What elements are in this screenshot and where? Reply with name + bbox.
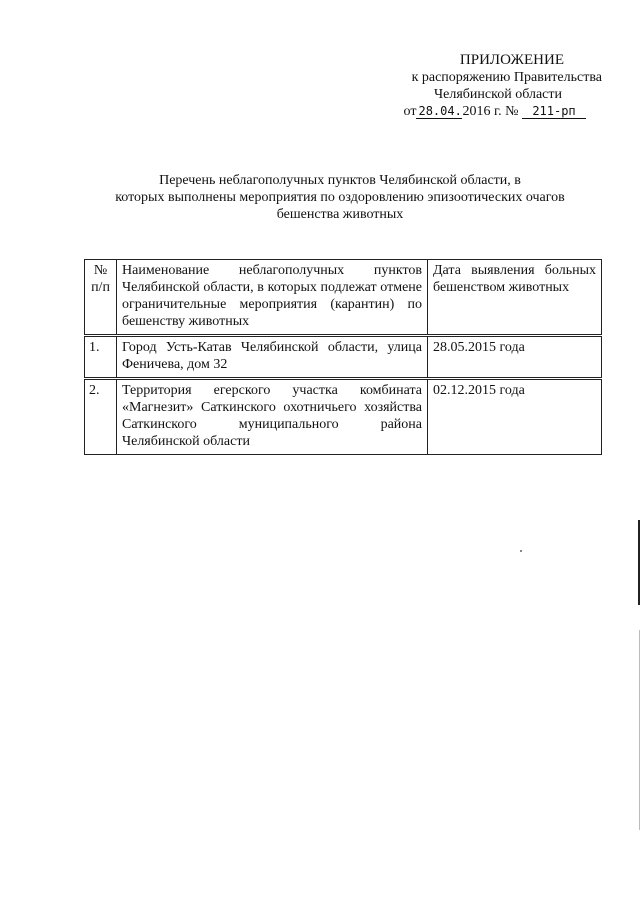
document-title bbox=[90, 172, 590, 223]
title-line-1: Перечень неблагополучных пунктов Челябинской области, в bbox=[159, 173, 521, 188]
row-date: 28.05.2015 года bbox=[428, 336, 602, 379]
table-row bbox=[85, 336, 602, 379]
date-suffix: 2016 г. № bbox=[462, 104, 519, 119]
appendix-block bbox=[342, 52, 602, 120]
table-row bbox=[85, 379, 602, 455]
row-name: Город Усть-Катав Челябинской области, улица Феничева, дом 32 bbox=[117, 336, 428, 379]
scan-dot bbox=[520, 550, 522, 552]
appendix-line-region: Челябинской области bbox=[434, 87, 562, 102]
date-prefix: от bbox=[403, 104, 417, 119]
order-number: 211-рп bbox=[522, 105, 586, 119]
header-date: Дата выявления больных бешенством животных bbox=[428, 260, 602, 336]
date-value: 28.04. bbox=[418, 104, 462, 118]
appendix-date-line bbox=[342, 103, 586, 120]
appendix-line-order: к распоряжению Правительства bbox=[411, 70, 602, 85]
row-num: 1. bbox=[85, 336, 117, 379]
row-name: Территория егерского участка комбината «Магнезит» Саткинского охотничьего хозяйства Саткинского муниципального района Челябинской области bbox=[117, 379, 428, 455]
row-num: 2. bbox=[85, 379, 117, 455]
header-num: № п/п bbox=[85, 260, 117, 336]
points-table bbox=[84, 259, 602, 455]
table-header-row bbox=[85, 260, 602, 336]
appendix-heading: ПРИЛОЖЕНИЕ bbox=[459, 52, 564, 68]
title-line-3: бешенства животных bbox=[276, 207, 404, 222]
header-name: Наименование неблагополучных пунктов Челябинской области, в которых подлежат отмене ограничительные мероприятия (карантин) по бешенству животных bbox=[117, 260, 428, 336]
row-date: 02.12.2015 года bbox=[428, 379, 602, 455]
title-line-2: которых выполнены мероприятия по оздоровлению эпизоотических очагов bbox=[115, 190, 565, 205]
